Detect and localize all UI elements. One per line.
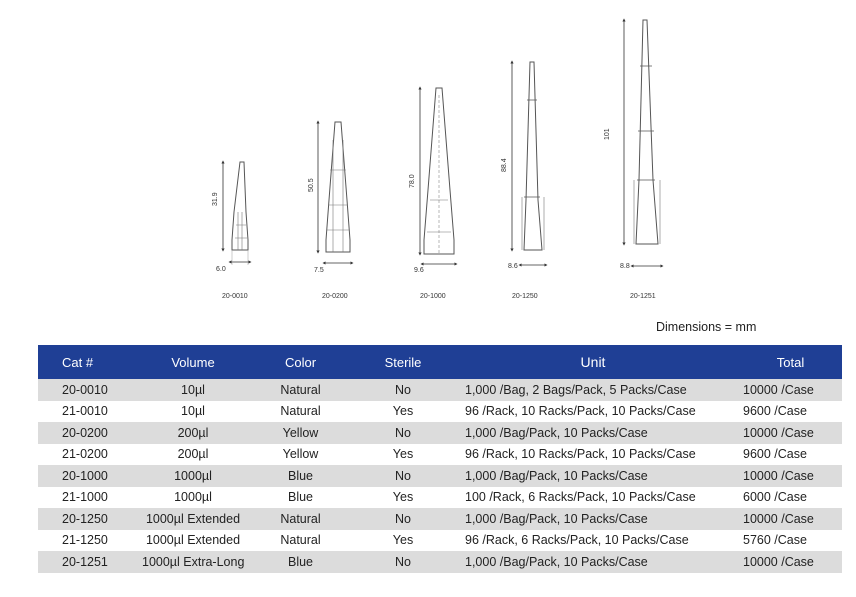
cell-sterile: Yes [353,487,453,509]
cell-total: 10000 /Case [725,422,842,444]
cell-sterile: No [353,379,453,401]
header-volume: Volume [138,345,248,379]
dimensions-note: Dimensions = mm [656,320,757,334]
cell-volume: 1000µl Extended [138,508,248,530]
table-row [38,379,842,401]
tip-code-label: 20-1251 [630,293,656,300]
cell-volume: 1000µl Extended [138,530,248,552]
cell-unit: 96 /Rack, 6 Racks/Pack, 10 Packs/Case [453,530,725,552]
table-row [38,401,842,423]
cell-unit: 1,000 /Bag/Pack, 10 Packs/Case [453,465,725,487]
cell-color: Yellow [248,422,353,444]
cell-volume: 1000µl [138,465,248,487]
cell-unit: 1,000 /Bag/Pack, 10 Packs/Case [453,508,725,530]
tip-length-label: 78.0 [409,174,416,188]
cell-total: 9600 /Case [725,401,842,423]
cell-cat: 21-1250 [38,530,138,552]
cell-sterile: No [353,508,453,530]
cell-sterile: Yes [353,444,453,466]
table-row [38,444,842,466]
cell-unit: 1,000 /Bag/Pack, 10 Packs/Case [453,422,725,444]
cell-total: 10000 /Case [725,508,842,530]
table-header-row [38,345,842,379]
table-row [38,422,842,444]
cell-cat: 20-1250 [38,508,138,530]
tip-drawing-20-0200 [308,122,352,300]
cell-cat: 21-0010 [38,401,138,423]
cell-total: 10000 /Case [725,379,842,401]
cell-volume: 1000µl [138,487,248,509]
header-sterile: Sterile [353,345,453,379]
cell-cat: 21-0200 [38,444,138,466]
tip-drawing-20-0010 [212,162,250,300]
table-row [38,551,842,573]
header-cat: Cat # [38,345,138,379]
tip-code-label: 20-0200 [322,293,348,300]
tip-width-label: 7.5 [314,267,324,274]
cell-color: Blue [248,465,353,487]
cell-color: Blue [248,487,353,509]
cell-color: Blue [248,551,353,573]
cell-volume: 200µl [138,422,248,444]
header-color: Color [248,345,353,379]
cell-color: Natural [248,530,353,552]
cell-color: Yellow [248,444,353,466]
cell-volume: 10µl [138,379,248,401]
table-row [38,487,842,509]
cell-unit: 1,000 /Bag/Pack, 10 Packs/Case [453,551,725,573]
cell-unit: 96 /Rack, 10 Racks/Pack, 10 Packs/Case [453,444,725,466]
table-row [38,465,842,487]
cell-cat: 20-0200 [38,422,138,444]
cell-color: Natural [248,508,353,530]
header-unit: Unit [453,345,725,379]
cell-total: 6000 /Case [725,487,842,509]
cell-cat: 20-0010 [38,379,138,401]
tip-drawing-20-1250 [501,62,546,300]
table-row [38,530,842,552]
cell-total: 10000 /Case [725,465,842,487]
cell-cat: 21-1000 [38,487,138,509]
cell-color: Natural [248,379,353,401]
tip-length-label: 88.4 [501,158,508,172]
cell-unit: 100 /Rack, 6 Racks/Pack, 10 Packs/Case [453,487,725,509]
cell-color: Natural [248,401,353,423]
product-spec-table [38,345,842,573]
tip-code-label: 20-1000 [420,293,446,300]
header-total: Total [725,345,842,379]
tip-code-label: 20-1250 [512,293,538,300]
cell-sterile: No [353,551,453,573]
cell-total: 5760 /Case [725,530,842,552]
tip-drawing-20-1251 [604,20,662,300]
cell-sterile: Yes [353,530,453,552]
tip-width-label: 8.8 [620,263,630,270]
cell-total: 10000 /Case [725,551,842,573]
cell-sterile: Yes [353,401,453,423]
cell-volume: 200µl [138,444,248,466]
tip-width-label: 8.6 [508,263,518,270]
cell-total: 9600 /Case [725,444,842,466]
cell-sterile: No [353,465,453,487]
tip-length-label: 101 [604,128,611,140]
tip-width-label: 6.0 [216,266,226,273]
tip-length-label: 50.5 [308,178,315,192]
cell-sterile: No [353,422,453,444]
cell-cat: 20-1000 [38,465,138,487]
tip-code-label: 20-0010 [222,293,248,300]
tip-drawing-20-1000 [409,88,456,300]
cell-volume: 10µl [138,401,248,423]
cell-unit: 1,000 /Bag, 2 Bags/Pack, 5 Packs/Case [453,379,725,401]
tip-length-label: 31.9 [212,192,219,206]
table-row [38,508,842,530]
cell-cat: 20-1251 [38,551,138,573]
cell-volume: 1000µl Extra-Long [138,551,248,573]
cell-unit: 96 /Rack, 10 Racks/Pack, 10 Packs/Case [453,401,725,423]
tip-width-label: 9.6 [414,267,424,274]
